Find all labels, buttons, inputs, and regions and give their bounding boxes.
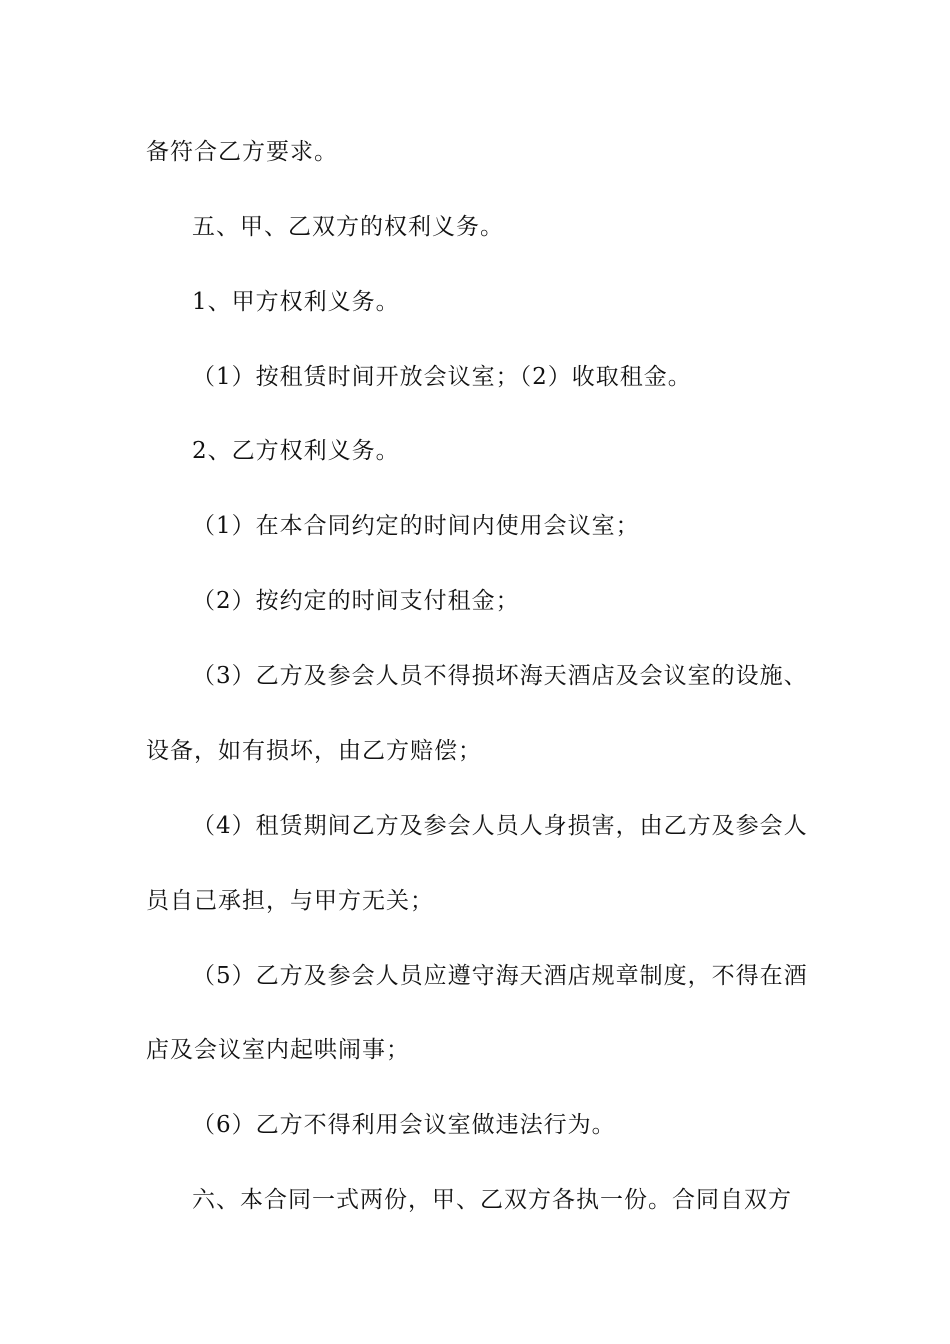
- list-item: （5）乙方及参会人员应遵守海天酒店规章制度，不得在酒: [192, 963, 808, 989]
- list-item: （3）乙方及参会人员不得损坏海天酒店及会议室的设施、: [192, 663, 808, 689]
- list-item: （2）按约定的时间支付租金；: [192, 588, 520, 614]
- section-heading: 五、甲、乙双方的权利义务。: [192, 214, 504, 240]
- paragraph-line: 店及会议室内起哄闹事；: [146, 1037, 410, 1063]
- paragraph-line: 备符合乙方要求。: [146, 139, 338, 165]
- subsection-heading: 1、甲方权利义务。: [192, 289, 400, 315]
- list-item: （1）按租赁时间开放会议室；（2）收取租金。: [192, 364, 692, 390]
- paragraph-line: 员自己承担，与甲方无关；: [146, 888, 434, 914]
- list-item: （6）乙方不得利用会议室做违法行为。: [192, 1112, 616, 1138]
- subsection-heading: 2、乙方权利义务。: [192, 438, 400, 464]
- paragraph-line: 设备，如有损坏，由乙方赔偿；: [146, 738, 482, 764]
- section-heading: 六、本合同一式两份，甲、乙双方各执一份。合同自双方: [192, 1187, 792, 1213]
- list-item: （4）租赁期间乙方及参会人员人身损害，由乙方及参会人: [192, 813, 808, 839]
- list-item: （1）在本合同约定的时间内使用会议室；: [192, 513, 640, 539]
